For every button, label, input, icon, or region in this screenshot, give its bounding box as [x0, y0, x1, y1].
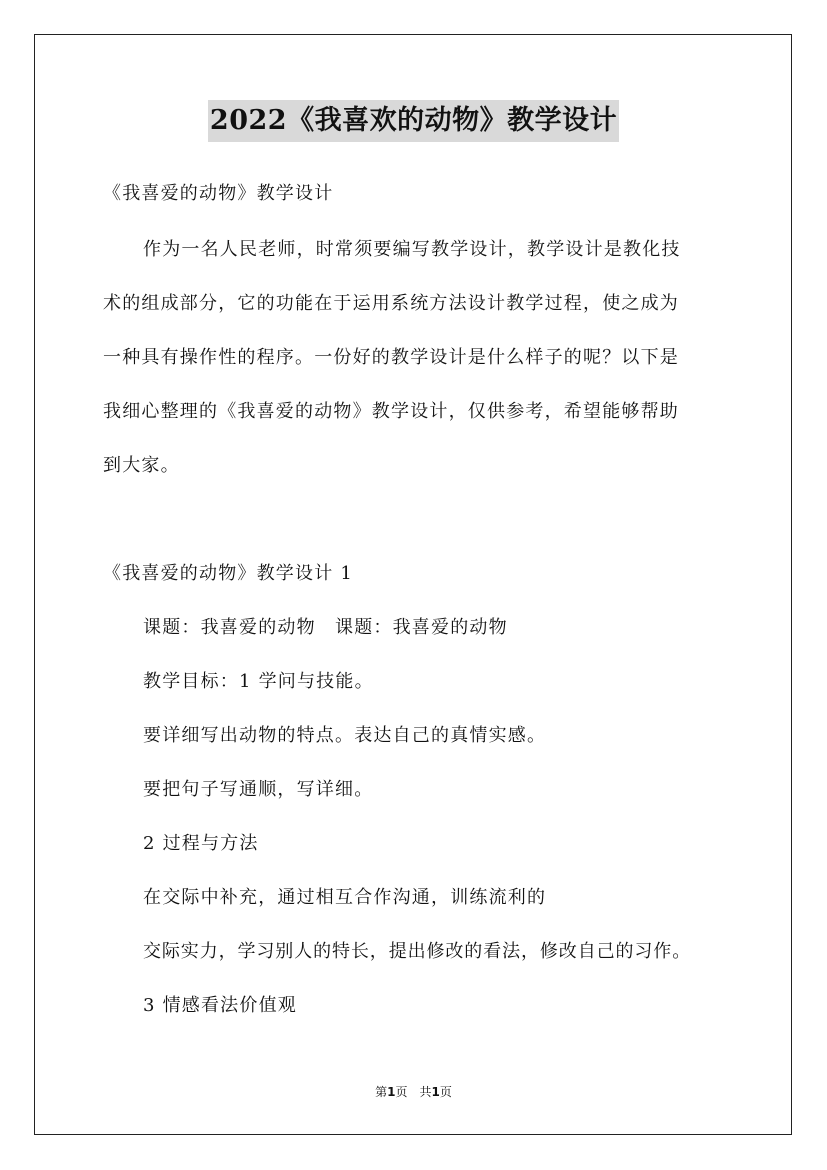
document-subtitle: 《我喜爱的动物》教学设计 — [103, 183, 334, 204]
section-line: 2 过程与方法 — [143, 833, 259, 854]
footer-page-label: 第 — [375, 1085, 388, 1099]
section-line: 要把句子写通顺，写详细。 — [143, 779, 374, 800]
section-line: 3 情感看法价值观 — [143, 995, 297, 1016]
intro-line: 术的组成部分，它的功能在于运用系统方法设计教学过程，使之成为 — [103, 293, 679, 314]
section-line: 在交际中补充，通过相互合作沟通，训练流利的 — [143, 887, 547, 908]
section-line: 要详细写出动物的特点。表达自己的真情实感。 — [143, 725, 547, 746]
page-footer — [0, 1084, 827, 1100]
section-heading: 《我喜爱的动物》教学设计 1 — [103, 563, 353, 584]
intro-line: 我细心整理的《我喜爱的动物》教学设计，仅供参考，希望能够帮助 — [103, 401, 679, 422]
section-line: 教学目标：1 学问与技能。 — [143, 671, 374, 692]
footer-page-suffix: 页 共 — [395, 1085, 432, 1099]
section-line: 课题：我喜爱的动物 课题：我喜爱的动物 — [143, 617, 508, 638]
intro-line: 一种具有操作性的程序。一份好的教学设计是什么样子的呢？以下是 — [103, 347, 679, 368]
intro-line: 作为一名人民老师，时常须要编写教学设计，教学设计是教化技 — [143, 239, 681, 260]
section-line: 交际实力，学习别人的特长，提出修改的看法，修改自己的习作。 — [143, 941, 692, 962]
document-title: 2022《我喜欢的动物》教学设计 — [208, 100, 619, 142]
intro-line: 到大家。 — [103, 455, 180, 476]
document-title-block — [0, 100, 827, 142]
footer-page-end: 页 — [439, 1085, 452, 1099]
footer-page-total: 1 — [431, 1085, 440, 1099]
footer-page-current: 1 — [387, 1085, 396, 1099]
